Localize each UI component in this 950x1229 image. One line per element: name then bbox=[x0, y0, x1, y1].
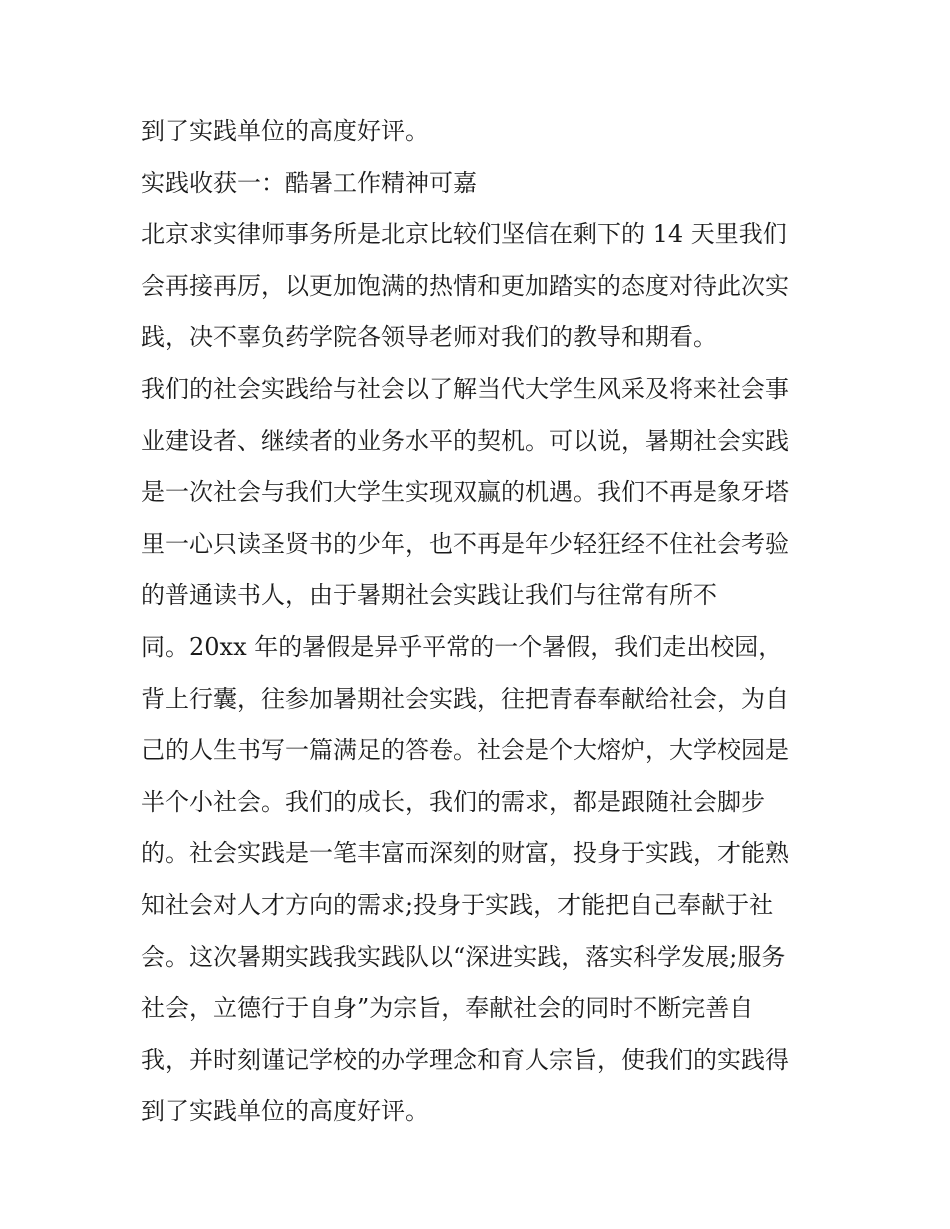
text-line: 社会，立德行于自身”为宗旨，奉献社会的同时不断完善自 bbox=[141, 994, 754, 1023]
text-line: 知社会对人才方向的需求;投身于实践，才能把自己奉献于社 bbox=[141, 890, 774, 919]
text-line: 我，并时刻谨记学校的办学理念和育人宗旨，使我们的实践得 bbox=[141, 1045, 789, 1074]
text-line: 会。这次暑期实践我实践队以“深进实践，落实科学发展;服务 bbox=[141, 942, 786, 971]
text-line: 背上行囊，往参加暑期社会实践，往把青春奉献给社会，为自 bbox=[141, 684, 789, 713]
text-line: 到了实践单位的高度好评。 bbox=[141, 117, 429, 145]
section-heading: 实践收获一：酷暑工作精神可嘉 bbox=[141, 168, 477, 197]
text-line: 的。社会实践是一笔丰富而深刻的财富，投身于实践，才能熟 bbox=[141, 839, 789, 868]
text-line: 业建设者、继续者的业务水平的契机。可以说，暑期社会实践 bbox=[141, 426, 789, 455]
text-line: 我们的社会实践给与社会以了解当代大学生风采及将来社会事 bbox=[141, 374, 789, 403]
text-line: 同。20xx 年的暑假是异乎平常的一个暑假，我们走出校园， bbox=[141, 632, 783, 661]
text-line: 践，决不辜负药学院各领导老师对我们的教导和期看。 bbox=[141, 323, 717, 352]
text-line: 的普通读书人，由于暑期社会实践让我们与往常有所不 bbox=[141, 581, 717, 610]
text-line: 北京求实律师事务所是北京比较们坚信在剩下的 14 天里我们 bbox=[141, 220, 787, 249]
text-line: 到了实践单位的高度好评。 bbox=[141, 1097, 429, 1126]
text-line: 会再接再厉，以更加饱满的热情和更加踏实的态度对待此次实 bbox=[141, 271, 789, 300]
document-body bbox=[141, 106, 821, 1138]
text-line: 己的人生书写一篇满足的答卷。社会是个大熔炉，大学校园是 bbox=[141, 736, 789, 765]
text-line: 是一次社会与我们大学生实现双赢的机遇。我们不再是象牙塔 bbox=[141, 478, 789, 507]
text-line: 半个小社会。我们的成长，我们的需求，都是跟随社会脚步 bbox=[141, 787, 765, 816]
text-line: 里一心只读圣贤书的少年，也不再是年少轻狂经不住社会考验 bbox=[141, 529, 789, 558]
